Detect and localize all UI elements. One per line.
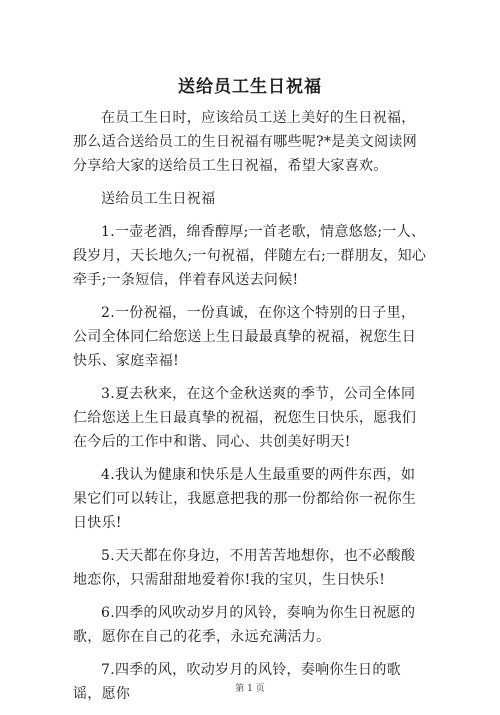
intro-paragraph: 在员工生日时，应该给员工送上美好的生日祝福，那么适合送给员工的生日祝福有哪些呢?*是美文阅读网分享给大家的送给员工生日祝福，希望大家喜欢。	[73, 110, 418, 174]
list-item: 4.我认为健康和快乐是人生最重要的两件东西，如果它们可以转让，我愿意把我的那一份都给你一祝你生日快乐!	[73, 467, 417, 531]
list-item: 3.夏去秋来，在这个金秋送爽的季节，公司全体同仁给您送上生日最真挚的祝福，祝您生日快乐，愿我们在今后的工作中和谐、同心、共创美好明天!	[73, 386, 417, 450]
list-item: 2.一份祝福，一份真诚，在你这个特别的日子里，公司全体同仁给您送上生日最最真挚的祝福，祝您生日快乐、家庭幸福!	[73, 305, 417, 369]
section-subheading: 送给员工生日祝福	[101, 191, 216, 207]
list-item: 5.天天都在你身边，不用苦苦地想你，也不必酸酸地恋你，只需甜甜地爱着你!我的宝贝，生日快乐!	[73, 548, 416, 588]
document-body	[73, 106, 429, 715]
list-item: 6.四季的风吹动岁月的风铃，奏响为你生日祝愿的歌，愿你在自己的花季，永远充满活力。	[73, 605, 416, 645]
page-title: 送给员工生日祝福	[178, 77, 322, 97]
list-item: 1.一壶老酒，绵香醇厚;一首老歌，情意悠悠;一人、段岁月，天长地久;一句祝福，伴随左右;一群朋友，知心牵手;一条短信，伴着春风送去问候!	[73, 224, 427, 288]
page-number: 第 1 页	[235, 684, 265, 694]
list-item: 7.四季的风，吹动岁月的风铃，奏响你生日的歌谣，愿你	[73, 662, 401, 702]
